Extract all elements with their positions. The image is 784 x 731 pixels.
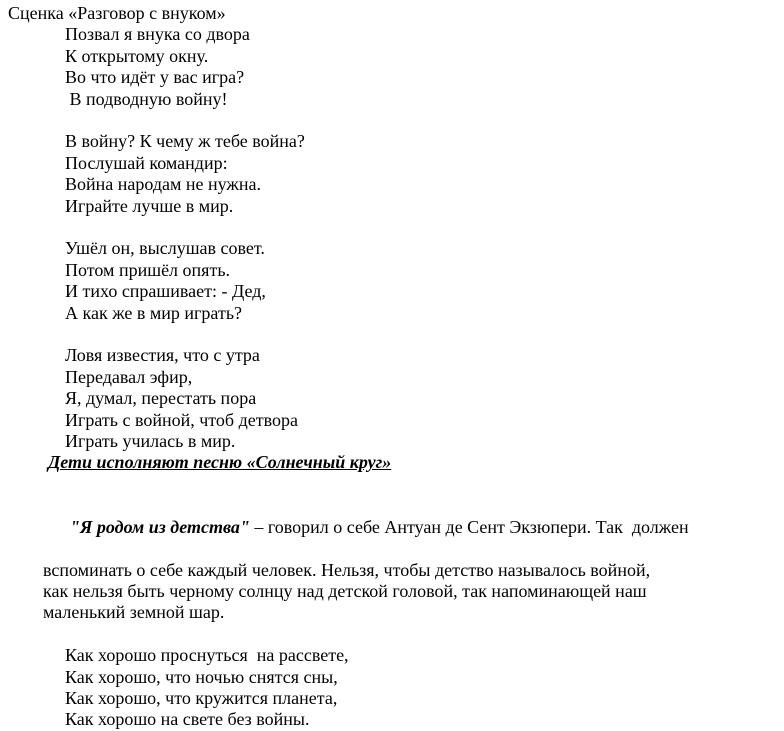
text-line: Послушай командир: [65,152,228,173]
stanza-2 [65,131,784,217]
stanza-4 [65,345,784,452]
text-line: Передавал эфир, [65,366,193,387]
stage-direction: Дети исполняют песню «Солнечный круг» [48,452,392,473]
text-line: Играть с войной, чтоб детвора [65,409,298,430]
text-line: Как хорошо проснуться на рассвете, [65,645,349,666]
text-line: Как хорошо, что ночью снятся сны, [65,666,338,687]
prose-paragraph [43,495,754,623]
text-line: вспоминать о себе каждый человек. Нельзя, чтобы детство называлось войной, [43,559,651,580]
text-line: А как же в мир играть? [65,302,243,323]
paragraph-continuation [43,560,754,624]
text-line: Как хорошо, что кружится планета, [65,687,338,708]
text-line: В подводную войну! [65,88,228,109]
text-line: Потом пришёл опять. [65,259,231,280]
text-line: Война народам не нужна. [65,174,261,195]
text-line: Играть училась в мир. [65,431,236,452]
paragraph-first-line [43,495,754,559]
text-line: Играйте лучше в мир. [65,195,234,216]
text-line: К открытому окну. [65,45,209,66]
text-line: маленький земной шар. [43,602,225,623]
text-line: как нельзя быть черному солнцу над детской головой, так напоминающей наш [43,580,647,601]
paragraph-lead-quote: "Я родом из детства" [70,516,250,537]
text-line: Ушёл он, выслушав совет. [65,238,265,259]
final-stanza [65,645,784,731]
text-line: Позвал я внука со двора [65,24,250,45]
text-line: Ловя известия, что с утра [65,345,260,366]
text-line: Я, думал, перестать пора [65,388,257,409]
paragraph-first-line-rest: – говорил о себе Антуан де Сент Экзюпери. Так должен [249,516,689,537]
text-line: Во что идёт у вас игра? [65,67,245,88]
stanza-3 [65,238,784,324]
scene-title: Сценка «Разговор с внуком» [8,3,226,23]
stanza-1 [65,24,784,110]
text-line: В войну? К чему ж тебе война? [65,131,305,152]
text-line: И тихо спрашивает: - Дед, [65,281,266,302]
text-line: Как хорошо на свете без войны. [65,709,310,730]
